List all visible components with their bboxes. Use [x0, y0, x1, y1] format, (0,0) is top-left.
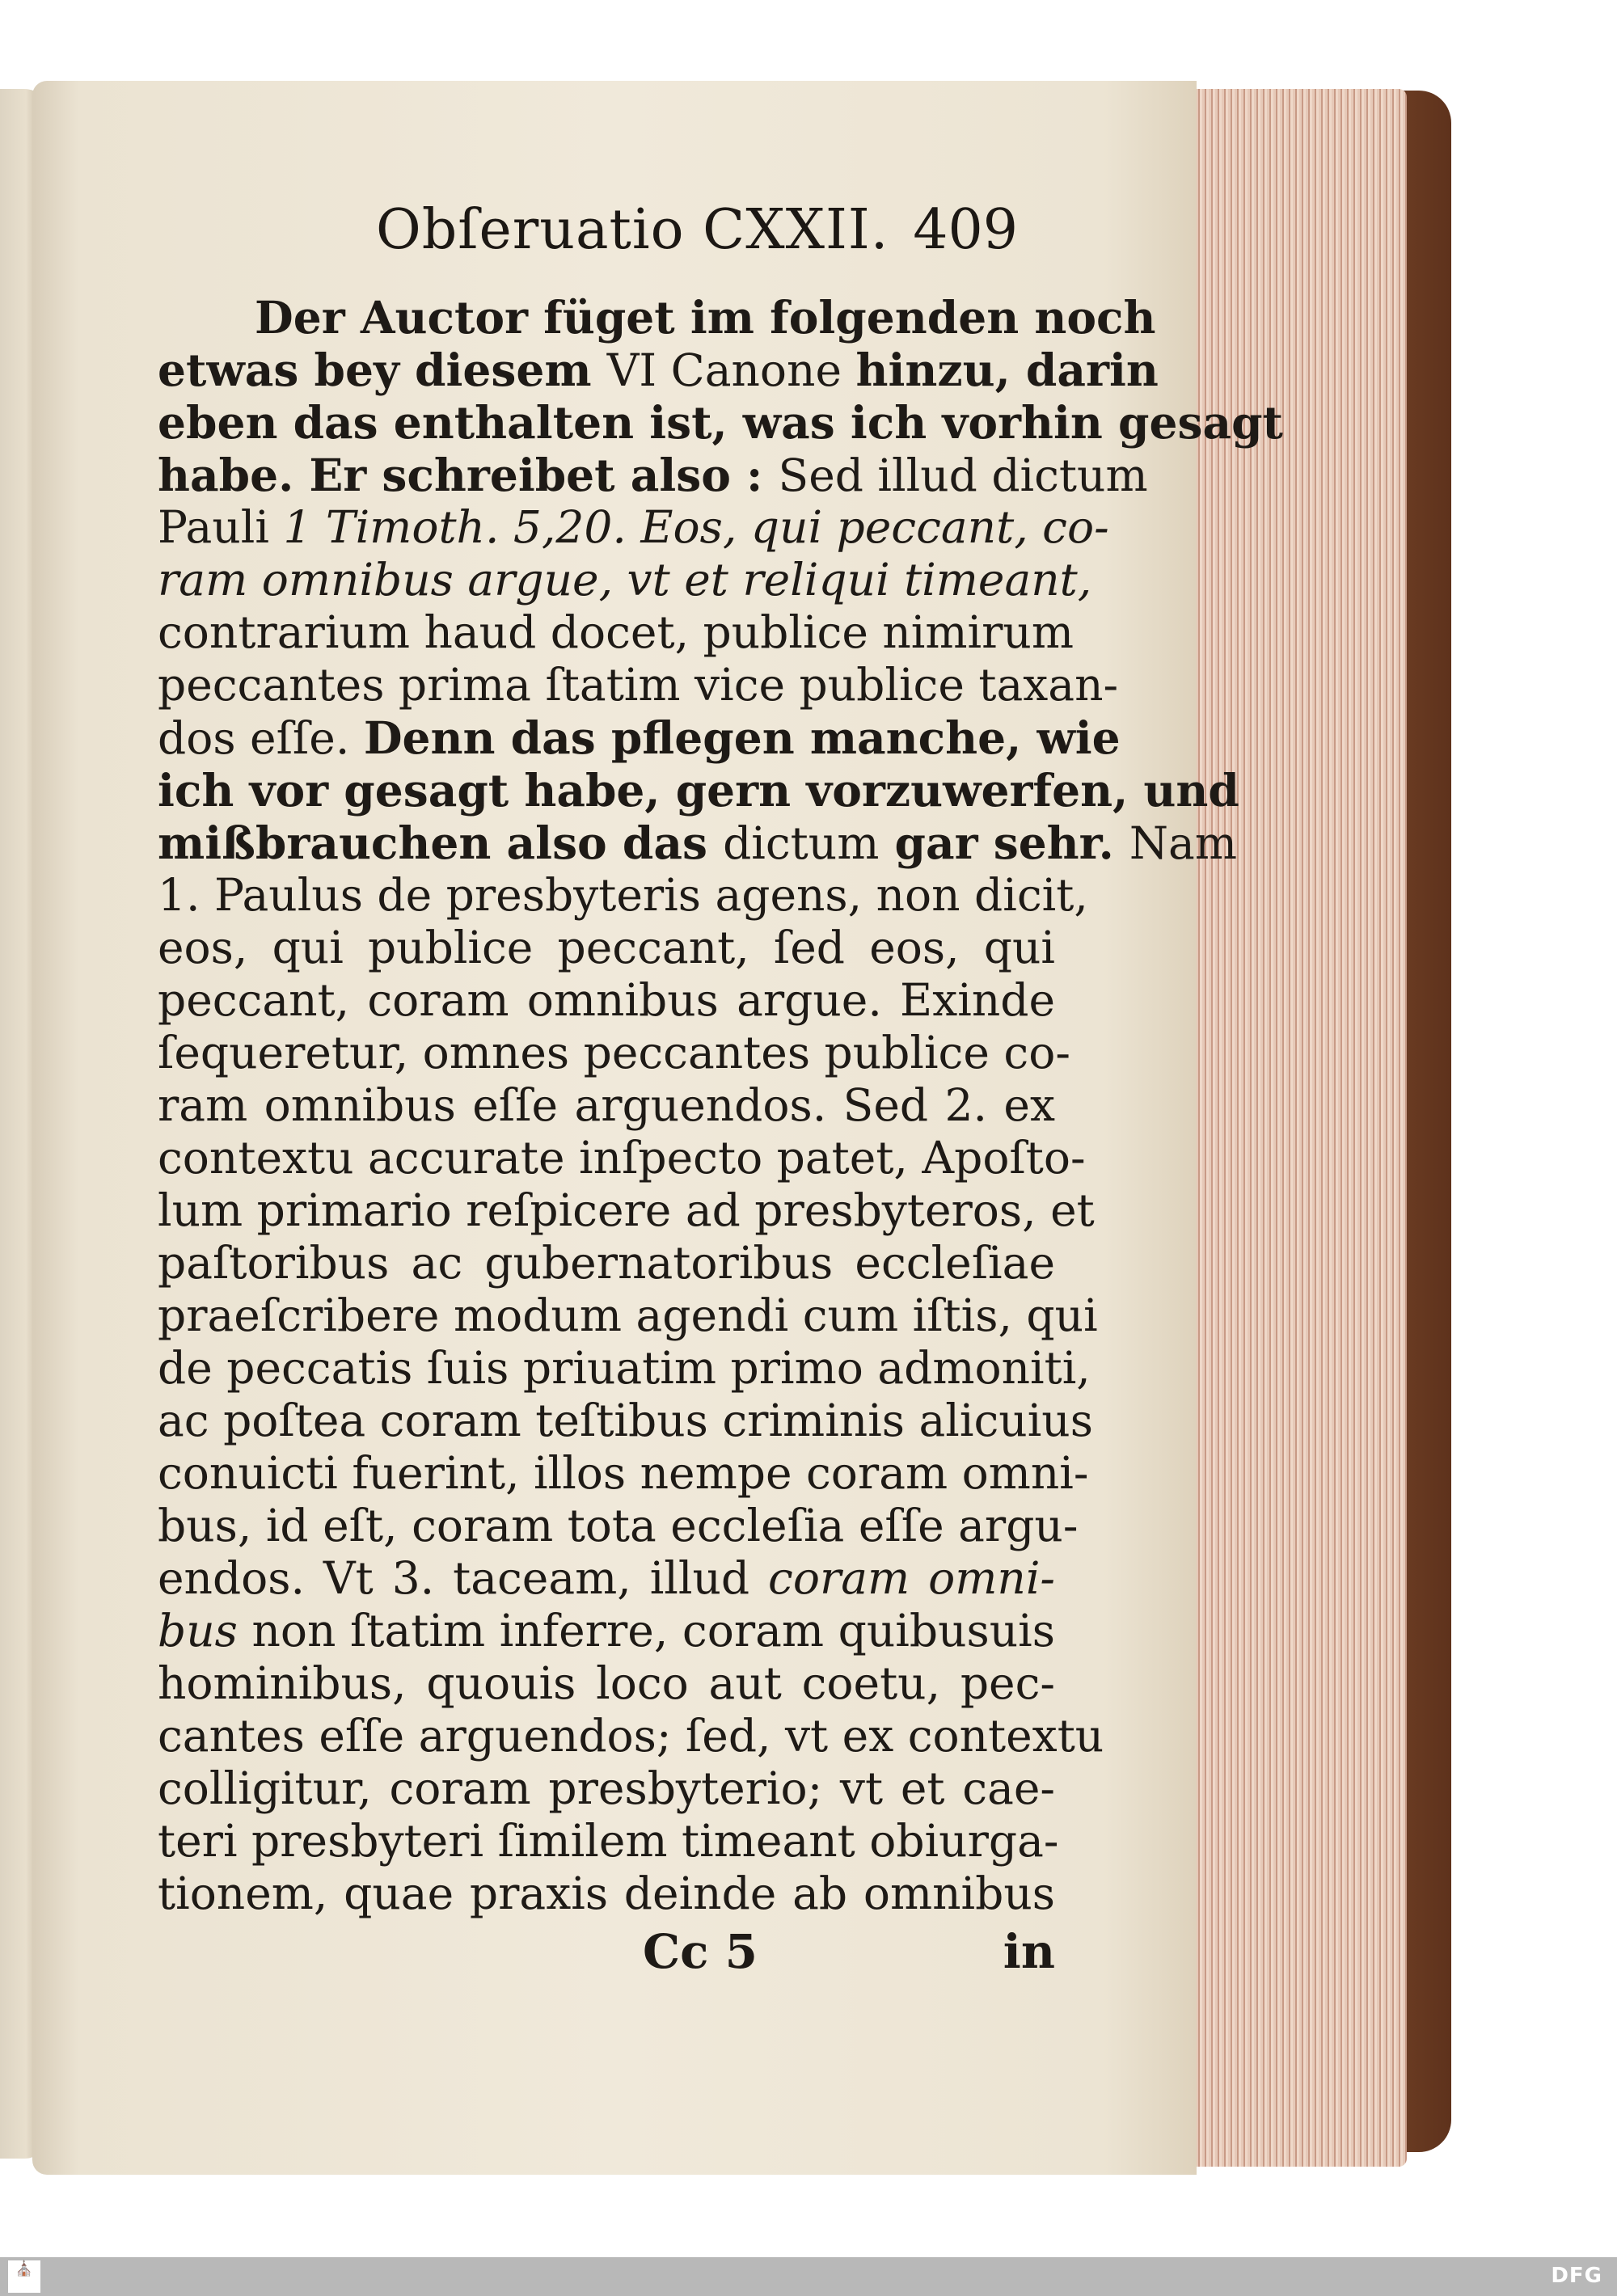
text-segment: cantes eſſe arguendos; ſed, vt ex contextu [158, 1710, 1104, 1762]
text-segment: Der Auctor füget im folgenden noch [255, 291, 1156, 344]
text-line [158, 711, 1121, 764]
text-line [158, 1289, 1098, 1342]
text-segment: VI Canone [606, 344, 856, 396]
text-line [158, 1079, 1055, 1132]
text-line [158, 1447, 1089, 1500]
text-line [158, 554, 1092, 606]
text-line [158, 817, 1237, 869]
text-segment: de peccatis ſuis priuatim primo admoniti, [158, 1342, 1091, 1394]
text-segment: hominibus, quouis loco aut coetu, pec- [158, 1657, 1055, 1709]
text-line [158, 501, 1109, 554]
text-line [158, 1237, 1055, 1289]
text-segment: Pauli [158, 501, 284, 553]
text-segment: teri presbyteri ſimilem timeant obiurga- [158, 1815, 1059, 1867]
text-segment: Denn das pflegen manche, wie [363, 711, 1121, 764]
library-logo [8, 2260, 40, 2293]
text-segment: dictum [723, 817, 880, 869]
text-line [158, 974, 1055, 1027]
text-line [158, 1762, 1055, 1815]
text-segment: contextu accurate inſpecto patet, Apoſto- [158, 1132, 1086, 1184]
text-line [158, 606, 1074, 659]
text-segment: paſtoribus ac gubernatoribus eccleſiae [158, 1237, 1055, 1289]
text-segment: bus, id eſt, coram tota eccleſia eſſe argu- [158, 1500, 1079, 1551]
text-segment: coram omni- [768, 1552, 1055, 1604]
text-segment: gar sehr. [879, 817, 1129, 869]
text-line [158, 449, 1148, 501]
text-line [158, 1657, 1055, 1710]
text-segment: etwas bey diesem [158, 344, 607, 396]
text-segment: Nam [1129, 817, 1237, 869]
text-segment: eos, qui publice peccant, ſed eos, qui [158, 922, 1055, 973]
text-segment: ac poſtea coram teſtibus criminis alicuius [158, 1395, 1093, 1446]
text-segment: ſequeretur, omnes peccantes publice co- [158, 1027, 1070, 1078]
text-line [158, 764, 1239, 817]
text-line [158, 344, 1159, 396]
text-line [158, 1552, 1055, 1605]
text-segment: mißbrauchen also das [158, 817, 724, 869]
text-segment: contrarium haud docet, publice nimirum [158, 606, 1074, 658]
text-segment: tionem, quae praxis deinde ab omnibus [158, 1868, 1055, 1919]
catchword: in [1003, 1924, 1055, 1979]
text-line [158, 1868, 1055, 1920]
text-line [158, 1605, 1055, 1657]
page-number: 409 [913, 198, 1018, 262]
running-header [376, 198, 1023, 271]
text-line [158, 1132, 1086, 1184]
text-line [158, 1027, 1070, 1079]
page-title: Obſeruatio CXXII. [376, 198, 889, 262]
signature-mark: Cc 5 [643, 1924, 758, 1979]
text-line [158, 1342, 1091, 1395]
text-line [158, 291, 1156, 344]
text-segment: conuicti fuerint, illos nempe coram omni- [158, 1447, 1089, 1499]
text-segment: ich vor gesagt habe, gern vorzuwerfen, und [158, 764, 1239, 817]
text-segment: dos eſſe. [158, 712, 364, 764]
text-segment: ram omnibus argue, vt et reliqui timeant, [158, 554, 1092, 606]
text-segment: habe. Er schreibet also : [158, 449, 779, 501]
text-segment: 1 Timoth. 5,20. Eos, qui peccant, co- [283, 501, 1109, 553]
text-segment: ram omnibus eſſe arguendos. Sed 2. ex [158, 1079, 1055, 1131]
body-text [158, 291, 1283, 1920]
text-segment: non ſtatim inferre, coram quibusuis [237, 1605, 1055, 1657]
text-segment: hinzu, darin [855, 344, 1159, 396]
text-segment: peccant, coram omnibus argue. Exinde [158, 974, 1055, 1026]
text-line [158, 1710, 1104, 1762]
page-footer [158, 1924, 1055, 1989]
text-line [158, 922, 1055, 974]
viewer-bottom-bar [0, 2257, 1617, 2296]
text-line [158, 1500, 1079, 1552]
dfg-label: DFG [1551, 2264, 1602, 2288]
text-segment: colligitur, coram presbyterio; vt et cae- [158, 1762, 1055, 1814]
text-line [158, 869, 1088, 922]
text-segment: eben das enthalten ist, was ich vorhin gesagt [158, 396, 1283, 449]
text-line [158, 1184, 1095, 1237]
text-line [158, 659, 1119, 711]
text-line [158, 396, 1283, 449]
text-segment: Sed illud dictum [778, 449, 1148, 501]
library-logo-icon: ⛪ [15, 2260, 34, 2277]
text-segment: endos. Vt 3. taceam, illud [158, 1552, 769, 1604]
text-segment: peccantes prima ſtatim vice publice taxan- [158, 659, 1119, 711]
text-segment: bus [158, 1605, 238, 1657]
text-line [158, 1815, 1059, 1868]
text-segment: 1. Paulus de presbyteris agens, non dicit, [158, 869, 1088, 921]
text-segment: praeſcribere modum agendi cum iſtis, qui [158, 1289, 1098, 1341]
text-segment: lum primario reſpicere ad presbyteros, et [158, 1184, 1095, 1236]
text-line [158, 1395, 1093, 1447]
